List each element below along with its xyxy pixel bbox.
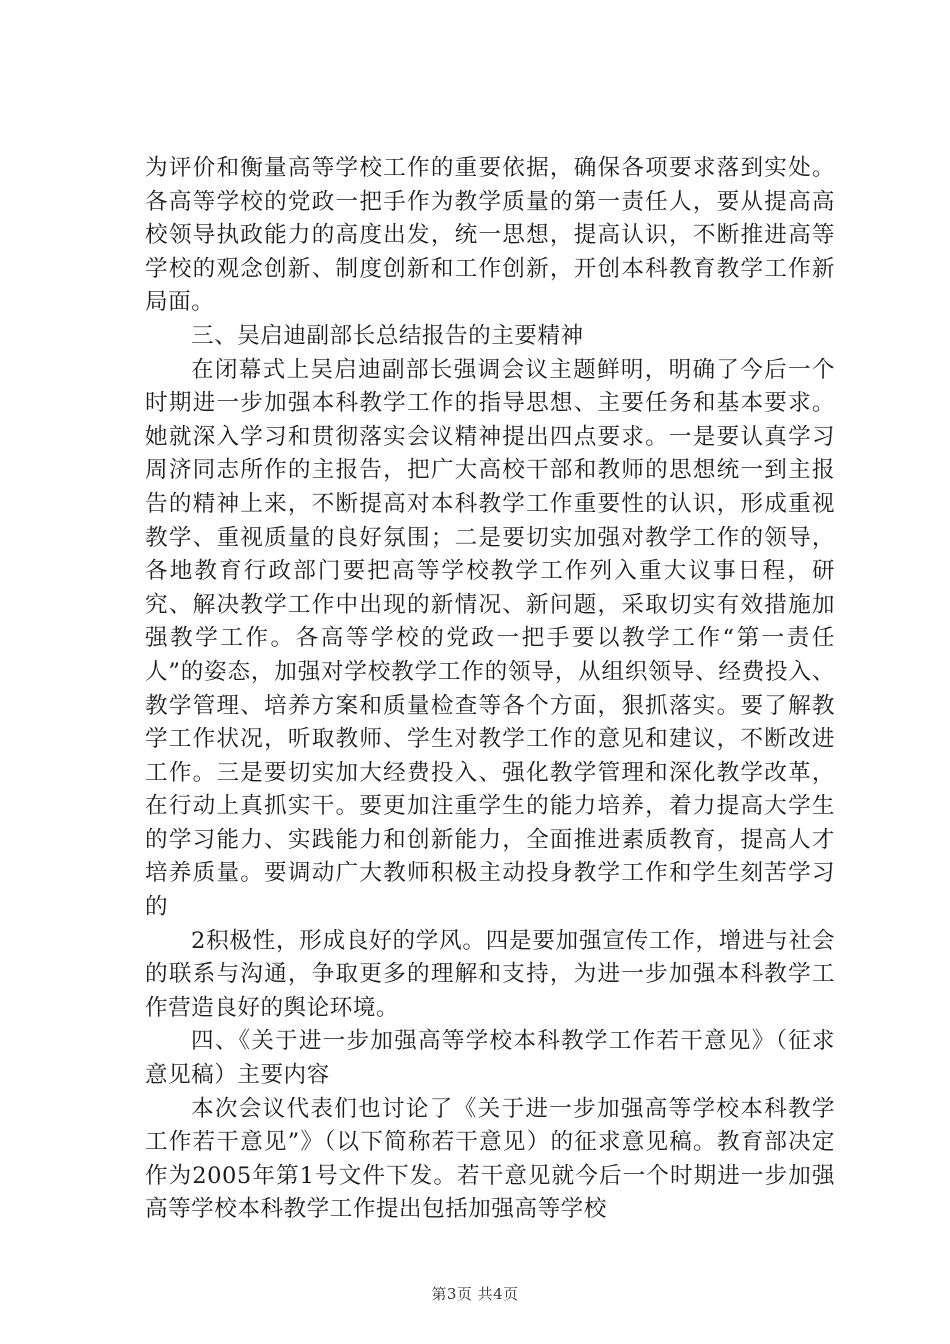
section-heading-3: 三、吴启迪副部长总结报告的主要精神 [191,322,584,349]
document-body [145,152,835,1227]
paragraph-opinions: 本次会议代表们也讨论了《关于进一步加强高等学校本科教学工作若干意见”》（以下简称若干意见）的征求意见稿。教育部决定作为2005年第1号文件下发。若干意见就今后一个时期进一步加强高等学校本科教学工作提出包括加强高等学校 [145,1095,835,1223]
section-heading-4: 四、《关于进一步加强高等学校本科教学工作若干意见》（征求意见稿）主要内容 [145,1028,835,1089]
paragraph-continuation: 为评价和衡量高等学校工作的重要依据，确保各项要求落到实处。各高等学校的党政一把手作为教学质量的第一责任人，要从提高高校领导执政能力的高度出发，统一思想，提高认识，不断推进高等学校的观念创新、制度创新和工作创新，开创本科教育教学工作新局面。 [145,155,835,316]
page-number: 第3页 共4页 [431,1285,519,1303]
paragraph-fragment: 2积极性，形成良好的学风。四是要加强宣传工作，增进与社会的联系与沟通，争取更多的理解和支持，为进一步加强本科教学工作营造良好的舆论环境。 [145,927,835,1021]
paragraph-closing-speech: 在闭幕式上吴启迪副部长强调会议主题鲜明，明确了今后一个时期进一步加强本科教学工作的指导思想、主要任务和基本要求。她就深入学习和贯彻落实会议精神提出四点要求。一是要认真学习周济同志所作的主报告，把广大高校干部和教师的思想统一到主报告的精神上来，不断提高对本科教学工作重要性的认识，形成重视教学、重视质量的良好氛围；二是要切实加强对教学工作的领导，各地教育行政部门要把高等学校教学工作列入重大议事日程，研究、解决教学工作中出现的新情况、新问题，采取切实有效措施加强教学工作。各高等学校的党政一把手要以教学工作“第一责任人”的姿态，加强对学校教学工作的领导，从组织领导、经费投入、教学管理、培养方案和质量检查等各个方面，狠抓落实。要了解教学工作状况，听取教师、学生对教学工作的意见和建议，不断改进工作。三是要切实加大经费投入、强化教学管理和深化教学改革，在行动上真抓实干。要更加注重学生的能力培养，着力提高大学生的学习能力、实践能力和创新能力，全面推进素质教育，提高人才培养质量。要调动广大教师积极主动投身教学工作和学生刻苦学习的 [145,356,835,921]
